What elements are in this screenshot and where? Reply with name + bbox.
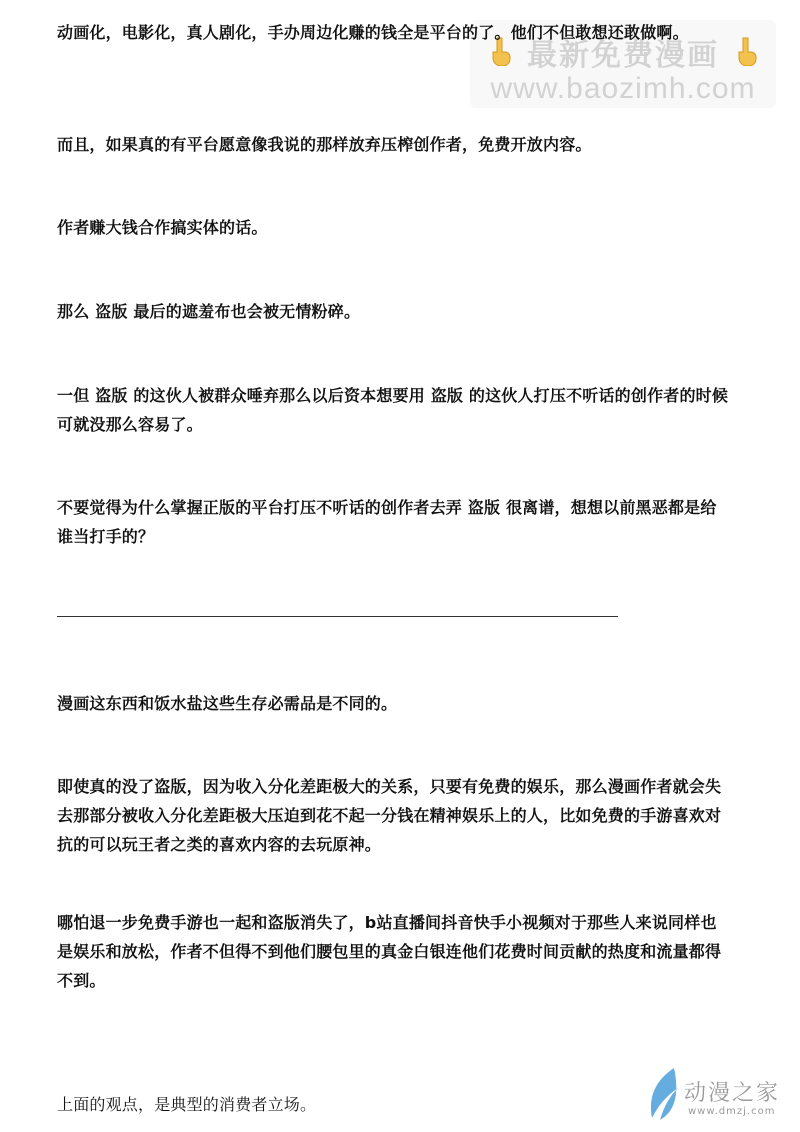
watermark-logo-name: 动漫之家 — [684, 1080, 781, 1105]
paragraph-4: 那么 盗版 最后的遮羞布也会被无情粉碎。 — [57, 302, 361, 321]
feather-logo-icon — [644, 1066, 684, 1124]
watermark-logo-url: www.dmzj.com — [688, 1106, 776, 1117]
section-divider — [57, 616, 618, 617]
paragraph-6: 不要觉得为什么掌握正版的平台打压不听话的创作者去弄 盗版 很离谱，想想以前黑恶都是给谁当打手的？ — [57, 498, 717, 546]
paragraph-8: 即使真的没了盗版，因为收入分化差距极大的关系，只要有免费的娱乐，那么漫画作者就会失去那部分被收入分化差距极大压迫到花不起一分钱在精神娱乐上的人，比如免费的手游喜欢对抗的可以玩王者之类的喜欢内容的去玩原神。 — [57, 777, 722, 854]
watermark-line-1: 最新免费漫画 — [527, 39, 719, 72]
paragraph-7: 漫画这东西和饭水盐这些生存必需品是不同的。 — [57, 694, 398, 713]
watermark-line-2: www.baozimh.com — [490, 72, 756, 105]
paragraph-10: 上面的观点，是典型的消费者立场。 — [57, 1095, 317, 1114]
paragraph-1: 动画化，电影化，真人剧化，手办周边化赚的钱全是平台的了。他们不但敢想还敢做啊。 — [57, 23, 689, 42]
paragraph-2: 而且，如果真的有平台愿意像我说的那样放弃压榨创作者，免费开放内容。 — [57, 135, 592, 154]
watermark-dmzj — [644, 1066, 794, 1124]
paragraph-9: 哪怕退一步免费手游也一起和盗版消失了，b站直播间抖音快手小视频对于那些人来说同样也是娱乐和放松，作者不但得不到他们腰包里的真金白银连他们花费时间贡献的热度和流量都得不到。 — [57, 913, 722, 990]
pointing-down-hand-icon — [734, 36, 760, 66]
paragraph-5: 一但 盗版 的这伙人被群众唾弃那么以后资本想要用 盗版 的这伙人打压不听话的创作者的时候可就没那么容易了。 — [57, 386, 729, 434]
paragraph-3: 作者赚大钱合作搞实体的话。 — [57, 218, 268, 237]
